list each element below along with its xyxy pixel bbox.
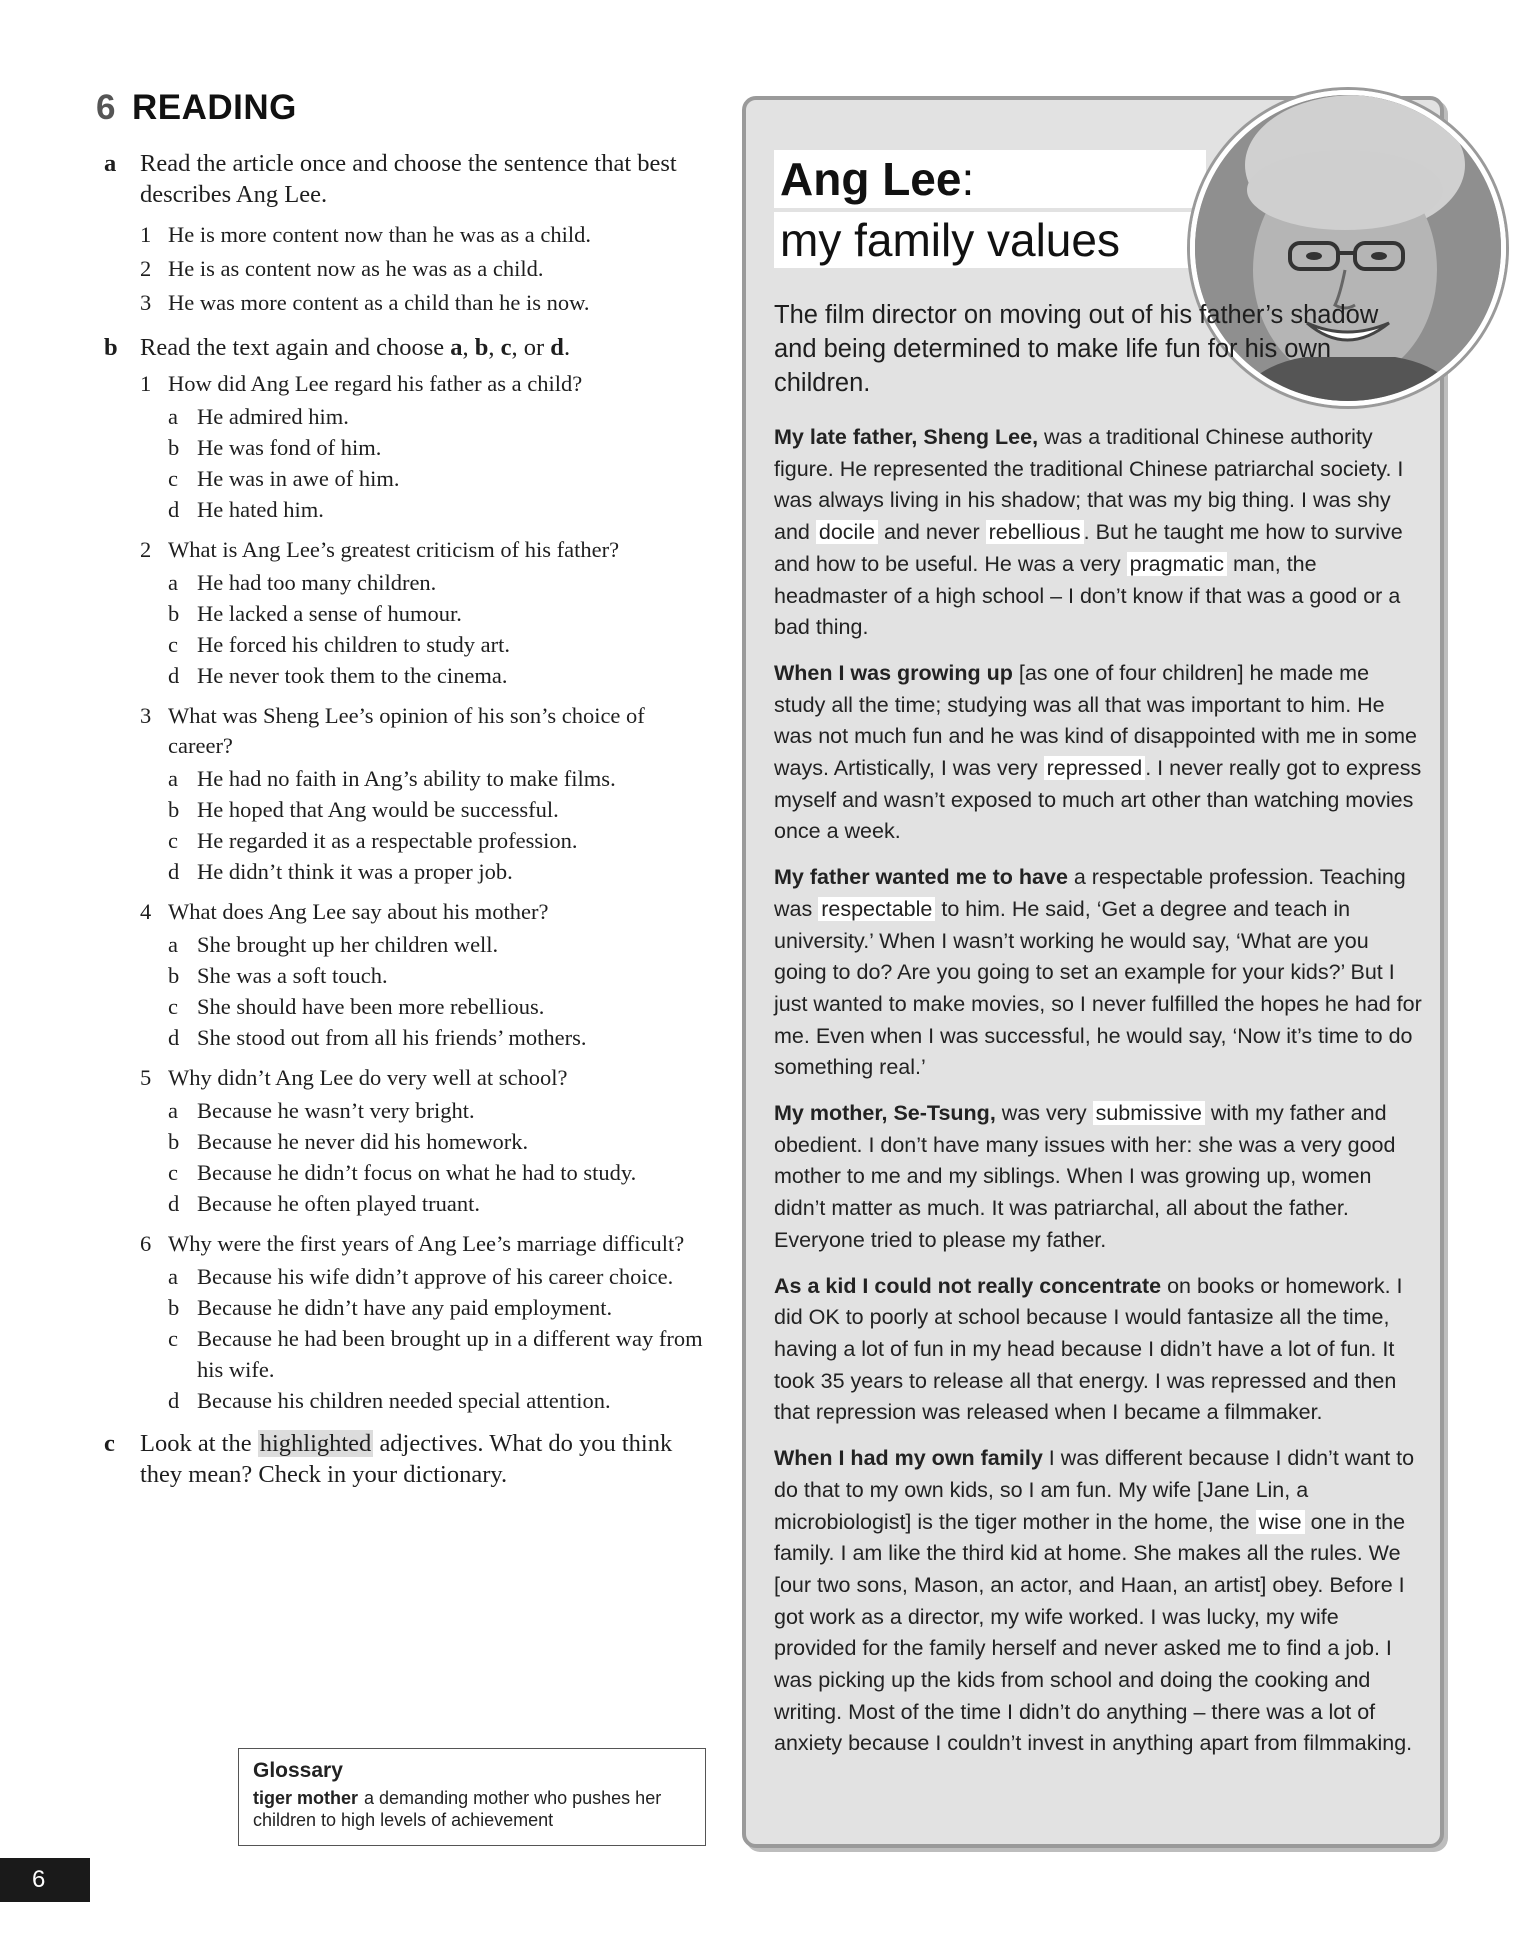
option-number: 2 [140, 256, 152, 281]
option-text: Because he never did his homework. [197, 1129, 529, 1154]
question-number: 6 [140, 1231, 152, 1256]
option-text: Because he had been brought up in a different way from his wife. [197, 1326, 703, 1382]
exercise-instruction: Read the article once and choose the sentence that best describes Ang Lee. [140, 150, 677, 208]
option-item [168, 1261, 704, 1292]
option-text: Because he wasn’t very bright. [197, 1098, 475, 1123]
paragraph-text: and never [878, 520, 986, 545]
option-text: She should have been more rebellious. [197, 994, 545, 1019]
option-text: He hoped that Ang would be successful. [197, 797, 559, 822]
article-title-colon: : [961, 153, 975, 205]
paragraph-text: . I never really got to express myself and wasn’t exposed to much art other than watching movies once a week. [774, 756, 1422, 844]
option-text: She brought up her children well. [197, 932, 499, 957]
option-letter: b [168, 963, 180, 988]
option-letter: c [168, 828, 178, 853]
option-letter: c [168, 1160, 178, 1185]
question-item [140, 535, 704, 691]
option-text: He had too many children. [197, 570, 437, 595]
option-text: He never took them to the cinema. [197, 663, 508, 688]
option-letter: a [168, 404, 178, 429]
option-letter: c [168, 632, 178, 657]
option-text: He forced his children to study art. [197, 632, 511, 657]
exercise-c [104, 1428, 704, 1490]
page-number: 6 [0, 1858, 90, 1902]
option-letter: c [168, 994, 178, 1019]
option-text: Because he didn’t focus on what he had to study. [197, 1160, 637, 1185]
glossary-box [238, 1748, 706, 1846]
option-item [168, 1095, 704, 1126]
option-letter: b [168, 601, 180, 626]
article-panel [742, 96, 1444, 1848]
option-item [168, 763, 704, 794]
article-title-name: Ang Lee [780, 153, 962, 205]
exercise-a [104, 148, 704, 320]
exercise-instruction [140, 1428, 704, 1490]
option-text: She stood out from all his friends’ mothers. [197, 1025, 587, 1050]
article-subtitle: my family values [774, 212, 1206, 268]
question-item [140, 1229, 704, 1416]
option-text: Because he often played truant. [197, 1191, 481, 1216]
section-number: 6 [96, 88, 116, 127]
glossary-definition: a demanding mother who pushes her children to high levels of achievement [253, 1788, 662, 1830]
instruction-text: adjectives. What do you think they mean? Check in your dictionary. [140, 1430, 673, 1488]
choice-letter: c [500, 334, 512, 361]
option-item [168, 494, 704, 525]
exercises [104, 148, 704, 1490]
question-text: How did Ang Lee regard his father as a child? [168, 371, 583, 396]
exercise-a-options [140, 218, 704, 320]
separator: , [462, 334, 475, 361]
option-item [168, 1126, 704, 1157]
option-text: He was in awe of him. [197, 466, 400, 491]
question-item [140, 1063, 704, 1219]
option-letter: c [168, 1326, 178, 1351]
glossary-entry [253, 1787, 691, 1831]
exercise-letter: c [104, 1430, 115, 1457]
question-item [140, 369, 704, 525]
highlighted-adjective: repressed [1044, 756, 1146, 780]
section-title: READING [131, 88, 297, 127]
question-options [168, 1261, 704, 1416]
glossary-term: tiger mother [253, 1788, 359, 1808]
exercise-letter: a [104, 150, 117, 177]
option-item [168, 401, 704, 432]
option-text: He didn’t think it was a proper job. [197, 859, 513, 884]
option-item [168, 1188, 704, 1219]
paragraph-text: . But he taught me how to survive and how to be useful. He was a very [774, 520, 1403, 576]
paragraph-text: a respectable profession. Teaching was [774, 865, 1406, 921]
option-letter: d [168, 1191, 180, 1216]
question-number: 2 [140, 537, 152, 562]
question-number: 4 [140, 899, 152, 924]
option-item [140, 286, 704, 320]
exercise-b [104, 332, 704, 1416]
highlighted-adjective: rebellious [986, 520, 1084, 544]
option-text: She was a soft touch. [197, 963, 388, 988]
question-number: 5 [140, 1065, 152, 1090]
option-letter: d [168, 1025, 180, 1050]
question-text: What is Ang Lee’s greatest criticism of his father? [168, 537, 620, 562]
paragraph-text: I was different because I didn’t want to do that to my own kids, so I am fun. My wife [Jane Lin, a microbiologist] is the tiger mother in the home, the [774, 1446, 1415, 1534]
paragraph-lead: When I was growing up [774, 660, 1013, 685]
option-item [168, 660, 704, 691]
choice-letter: b [474, 334, 489, 361]
option-letter: b [168, 1129, 180, 1154]
article-standfirst: The film director on moving out of his father’s shadow and being determined to make life fun for his own children. [774, 301, 1379, 397]
paragraph-text: one in the family. I am like the third kid at home. She makes all the rules. We [our two sons, Mason, an actor, and Haan, an artist] obey. Before I got work as a director, my wife worked. I was lucky, my wife provided for the family herself and never asked me to find a job. I was picking up the kids from school and doing the cooking and writing. Most of the time I didn’t do anything – there was a lot of anxiety because I couldn’t invest in anything apart from filmmaking. [774, 1509, 1413, 1756]
option-item [168, 1157, 704, 1188]
option-item [168, 960, 704, 991]
highlighted-adjective: docile [816, 520, 878, 544]
option-text: He lacked a sense of humour. [197, 601, 462, 626]
option-letter: a [168, 1098, 178, 1123]
option-letter: a [168, 1264, 178, 1289]
option-letter: a [168, 570, 178, 595]
option-item [168, 1292, 704, 1323]
article-paragraph [774, 1443, 1424, 1760]
option-item [168, 929, 704, 960]
option-text: He admired him. [197, 404, 349, 429]
option-text: He is as content now as he was as a child. [168, 256, 544, 281]
article-title [774, 150, 1206, 208]
highlighted-adjective: submissive [1093, 1101, 1205, 1125]
paragraph-lead: When I had my own family [774, 1446, 1043, 1471]
question-number: 1 [140, 371, 152, 396]
option-letter: a [168, 766, 178, 791]
option-letter: c [168, 466, 178, 491]
exercise-letter: b [104, 334, 118, 361]
highlighted-adjective: pragmatic [1127, 552, 1227, 576]
option-text: He is more content now than he was as a child. [168, 222, 592, 247]
paragraph-text: was a traditional Chinese authority figure. He represented the traditional Chinese patriarchal society. I was always living in his shadow; that was my big thing. I was shy and [774, 425, 1404, 545]
article-paragraph [774, 1271, 1424, 1430]
choice-letter: d [550, 334, 564, 361]
question-options [168, 929, 704, 1053]
option-item [168, 991, 704, 1022]
option-item [168, 567, 704, 598]
paragraph-text: man, the headmaster of a high school – I don’t know if that was a good or a bad thing. [774, 551, 1401, 640]
paragraph-text: to him. He said, ‘Get a degree and teach in university.’ When I wasn’t working he would say, ‘What are you going to do? Are you going to set an example for your kids?’ But I just wanted to make movies, so I never fulfilled the hopes he had for me. Even when I was successful, he would say, ‘Now it’s time to do something real.’ [774, 896, 1422, 1080]
option-item [140, 252, 704, 286]
paragraph-lead: My late father, Sheng Lee, [774, 425, 1039, 449]
question-options [168, 763, 704, 887]
highlighted-adjective: wise [1256, 1510, 1305, 1534]
glossary-title: Glossary [253, 1759, 343, 1782]
option-item [168, 1385, 704, 1416]
instruction-text: Read the text again and choose [140, 334, 451, 361]
separator: , [488, 334, 501, 361]
paragraph-text: was very [995, 1101, 1093, 1126]
article-paragraph [774, 422, 1424, 644]
option-text: He regarded it as a respectable profession. [197, 828, 578, 853]
question-item [140, 897, 704, 1053]
option-item [168, 598, 704, 629]
option-text: Because his wife didn’t approve of his career choice. [197, 1264, 674, 1289]
paragraph-lead: My father wanted me to have [774, 865, 1068, 890]
option-item [168, 1022, 704, 1053]
option-item [168, 629, 704, 660]
option-item [140, 218, 704, 252]
paragraph-lead: My mother, Se-Tsung, [774, 1101, 996, 1126]
exercise-instruction [140, 332, 704, 363]
option-letter: d [168, 497, 180, 522]
separator: . [563, 334, 571, 361]
question-options [168, 1095, 704, 1219]
highlighted-word: highlighted [259, 1430, 372, 1457]
option-item [168, 1323, 704, 1385]
option-letter: a [168, 932, 178, 957]
option-text: He was fond of him. [197, 435, 382, 460]
paragraph-text: [as one of four children] he made me study all the time; studying was all that was important to him. He was not much fun and he was kind of disappointed with me in some ways. Artistically, I was very [774, 660, 1417, 781]
question-text: Why didn’t Ang Lee do very well at school? [168, 1065, 568, 1090]
option-letter: b [168, 435, 180, 460]
option-letter: d [168, 663, 180, 688]
question-text: What was Sheng Lee’s opinion of his son’s choice of career? [168, 703, 645, 758]
exercise-b-questions [140, 369, 704, 1416]
question-options [168, 567, 704, 691]
option-letter: b [168, 1295, 180, 1320]
paragraph-lead: As a kid I could not really concentrate [774, 1273, 1162, 1298]
option-text: He hated him. [197, 497, 324, 522]
question-item [140, 701, 704, 887]
choice-letter: a [450, 334, 463, 361]
article-body [774, 422, 1424, 1774]
article-paragraph [774, 862, 1424, 1084]
option-text: Because he didn’t have any paid employment. [197, 1295, 613, 1320]
option-letter: d [168, 859, 180, 884]
question-text: What does Ang Lee say about his mother? [168, 899, 549, 924]
instruction-text: Look at the [140, 1430, 258, 1457]
section-heading [96, 88, 297, 128]
option-item [168, 463, 704, 494]
question-number: 3 [140, 703, 152, 728]
option-letter: b [168, 797, 180, 822]
option-text: Because his children needed special attention. [197, 1388, 611, 1413]
option-item [168, 825, 704, 856]
paragraph-text: on books or homework. I did OK to poorly at school because I would fantasize all the time, having a lot of fun in my head because I didn’t have a lot of fun. It took 35 years to release all that energy. I was repressed and then that repression was released when I became a filmmaker. [774, 1273, 1403, 1425]
paragraph-text: with my father and obedient. I don’t have many issues with her: she was a very good mother to me and my siblings. When I was growing up, women didn’t matter as much. It was patriarchal, all about the father. Everyone tried to please my father. [774, 1101, 1396, 1252]
option-text: He had no faith in Ang’s ability to make films. [197, 766, 616, 791]
separator: , or [511, 334, 551, 361]
question-text: Why were the first years of Ang Lee’s marriage difficult? [168, 1231, 685, 1256]
option-number: 1 [140, 222, 152, 247]
option-text: He was more content as a child than he is now. [168, 290, 590, 315]
option-item [168, 794, 704, 825]
question-options [168, 401, 704, 525]
article-paragraph [774, 1098, 1424, 1257]
article-paragraph [774, 658, 1424, 848]
highlighted-adjective: respectable [818, 897, 935, 921]
option-number: 3 [140, 290, 152, 315]
option-item [168, 432, 704, 463]
option-letter: d [168, 1388, 180, 1413]
option-item [168, 856, 704, 887]
